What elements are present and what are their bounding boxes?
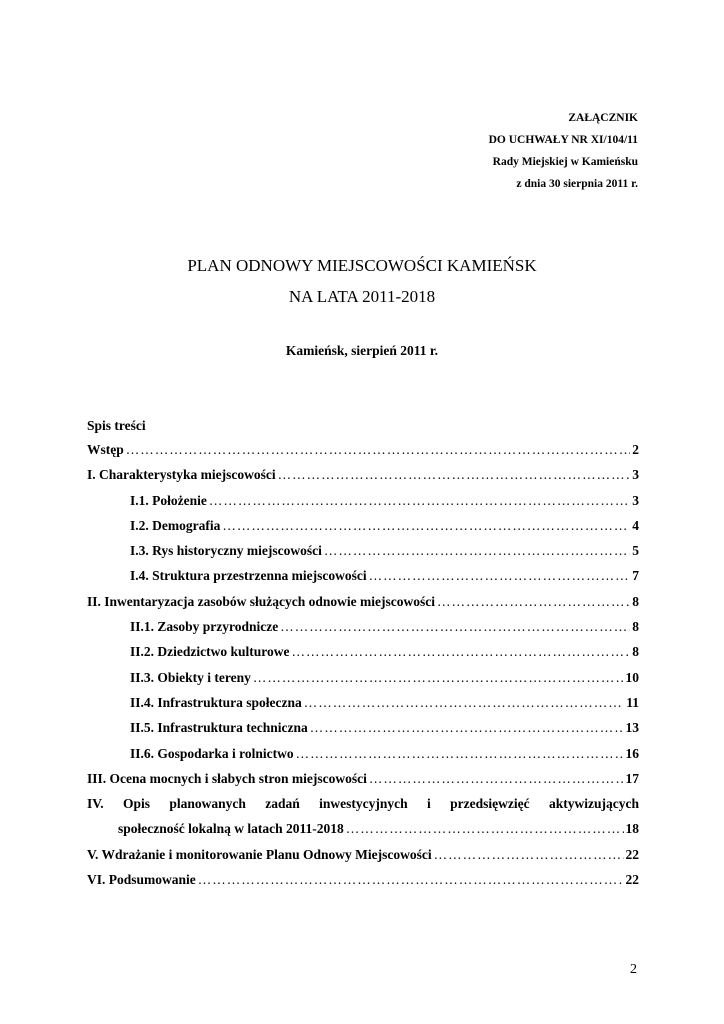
title-line-1: PLAN ODNOWY MIEJSCOWOŚCI KAMIEŃSK <box>187 256 537 275</box>
toc-entry-1-3[interactable]: I.3. Rys historyczny miejscowości …………………………………………………………………………………………………………………………………………………………………………… 5 <box>87 538 639 563</box>
toc-entry-2-2[interactable]: II.2. Dziedzictwo kulturowe …………………………………………………………………………………………………………………………………………………………………………… 8 <box>87 639 639 664</box>
toc-entry-chapter-2[interactable]: II. Inwentaryzacja zasobów służących odnowie miejscowości …………………………………………………………………………………………………………………………………………………………………………… 8 <box>87 589 639 614</box>
toc-entry-chapter-1[interactable]: I. Charakterystyka miejscowości …………………………………………………………………………………………………………………………………………………………………………… 3 <box>87 462 639 487</box>
attachment-header <box>489 107 638 195</box>
toc-entry-2-4[interactable]: II.4. Infrastruktura społeczna …………………………………………………………………………………………………………………………………………………………………………… 11 <box>87 690 639 715</box>
toc-heading: Spis treści <box>87 418 146 433</box>
toc-entry-chapter-5[interactable]: V. Wdrażanie i monitorowanie Planu Odnowy Miejscowości …………………………………………………………………………………………………………………………………………………………………………… 22 <box>87 842 639 867</box>
toc-entry-2-3[interactable]: II.3. Obiekty i tereny …………………………………………………………………………………………………………………………………………………………………………… 10 <box>87 665 639 690</box>
toc-entry-chapter-4[interactable]: IV. Opis planowanych zadań inwestycyjnych i przedsięwzięć aktywizujących <box>87 796 639 812</box>
header-line-council: Rady Miejskiej w Kamieńsku <box>492 156 638 168</box>
place-and-date: Kamieńsk, sierpień 2011 r. <box>285 343 439 358</box>
table-of-contents <box>87 437 639 892</box>
toc-entry-chapter-3[interactable]: III. Ocena mocnych i słabych stron miejscowości …………………………………………………………………………………………………………………………………………………………………………… 17 <box>87 766 639 791</box>
header-line-attachment: ZAŁĄCZNIK <box>568 112 638 124</box>
document-title <box>0 250 724 312</box>
page-number: 2 <box>630 962 637 977</box>
title-line-2: NA LATA 2011-2018 <box>288 287 436 306</box>
toc-entry-wstep[interactable]: Wstęp …………………………………………………………………………………………………………………………………………………………………………… 2 <box>87 437 639 462</box>
toc-entry-chapter-4-continued[interactable]: społeczność lokalną w latach 2011-2018 …………………………………………………………………………………………………………………………………………………………………………… 18 <box>87 816 639 841</box>
toc-entry-2-1[interactable]: II.1. Zasoby przyrodnicze …………………………………………………………………………………………………………………………………………………………………………… 8 <box>87 614 639 639</box>
header-line-resolution: DO UCHWAŁY NR XI/104/11 <box>488 134 638 146</box>
toc-entry-2-5[interactable]: II.5. Infrastruktura techniczna …………………………………………………………………………………………………………………………………………………………………………… 13 <box>87 715 639 740</box>
toc-entry-1-4[interactable]: I.4. Struktura przestrzenna miejscowości …………………………………………………………………………………………………………………………………………………………………………… 7 <box>87 563 639 588</box>
toc-entry-2-6[interactable]: II.6. Gospodarka i rolnictwo …………………………………………………………………………………………………………………………………………………………………………… 16 <box>87 741 639 766</box>
toc-entry-1-2[interactable]: I.2. Demografia …………………………………………………………………………………………………………………………………………………………………………… 4 <box>87 513 639 538</box>
toc-entry-1-1[interactable]: I.1. Położenie …………………………………………………………………………………………………………………………………………………………………………… 3 <box>87 488 639 513</box>
header-line-date: z dnia 30 sierpnia 2011 r. <box>516 178 638 190</box>
toc-entry-chapter-6[interactable]: VI. Podsumowanie …………………………………………………………………………………………………………………………………………………………………………… 22 <box>87 867 639 892</box>
